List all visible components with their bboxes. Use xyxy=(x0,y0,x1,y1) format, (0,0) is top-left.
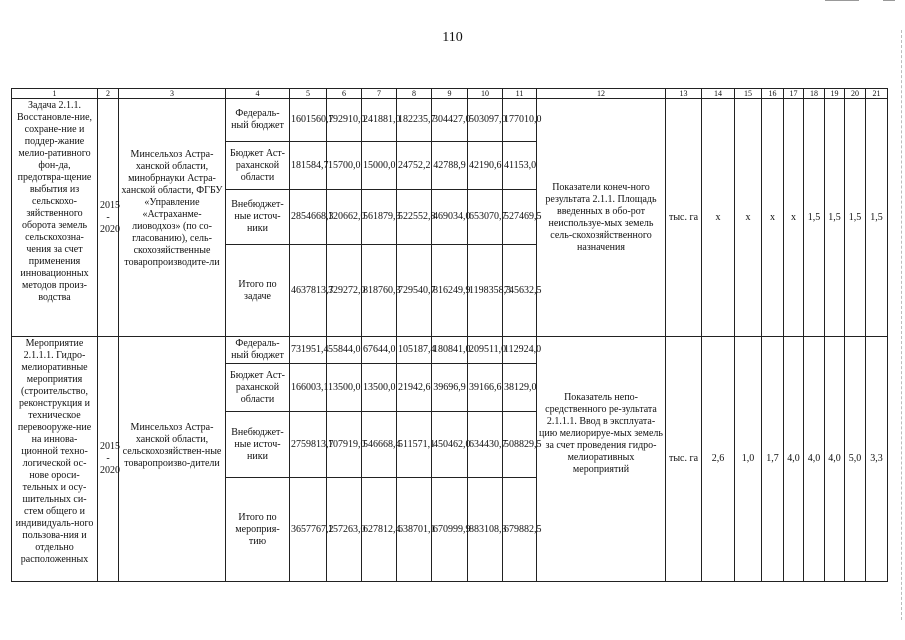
column-number: 21 xyxy=(866,89,888,99)
funding-value: 38129,0 xyxy=(503,364,537,412)
indicator-value: 4,0 xyxy=(825,337,845,582)
funding-source: Бюджет Аст-раханской области xyxy=(226,364,290,412)
funding-value: 166003,1 xyxy=(290,364,327,412)
result-indicator: Показатели конеч-ного результата 2.1.1. Площадь введенных в обо-рот неиспользуе-мых земель сель-скохозяйственного назначения xyxy=(537,99,666,337)
funding-value: 304427,0 xyxy=(432,99,468,142)
funding-value: 107919,0 xyxy=(327,412,362,478)
funding-value: 39166,6 xyxy=(468,364,503,412)
funding-value: 24752,2 xyxy=(397,142,432,190)
year-start: 2015 - 2020 xyxy=(100,441,120,476)
column-number: 14 xyxy=(702,89,735,99)
funding-row xyxy=(12,337,888,364)
funding-source: Итого по мероприя-тию xyxy=(226,478,290,582)
funding-value: 42788,9 xyxy=(432,142,468,190)
indicator-value: 4,0 xyxy=(804,337,825,582)
indicator-value: 1,5 xyxy=(825,99,845,337)
funding-value: 731951,4 xyxy=(290,337,327,364)
funding-value: 653070,7 xyxy=(468,190,503,245)
funding-value: 180841,0 xyxy=(432,337,468,364)
indicator-value: х xyxy=(762,99,784,337)
funding-value: 15000,0 xyxy=(362,142,397,190)
indicator-value: 4,0 xyxy=(784,337,804,582)
funding-value: 561879,3 xyxy=(362,190,397,245)
column-number: 18 xyxy=(804,89,825,99)
executor: Минсельхоз Астра-ханской области, минобрнауки Астра-ханской области, ФГБУ «Управление «Астраханме-лиоводхоз» (по со-гласованию), сель-скохозяйственные товаропроизводите-ли xyxy=(119,99,226,337)
indicator-value: 1,0 xyxy=(735,337,762,582)
funding-value: 816249,9 xyxy=(432,245,468,337)
funding-source: Внебюджет-ные источ-ники xyxy=(226,412,290,478)
column-number: 11 xyxy=(503,89,537,99)
funding-value: 67644,0 xyxy=(362,337,397,364)
funding-value: 883108,3 xyxy=(468,478,503,582)
funding-value: 469034,0 xyxy=(432,190,468,245)
funding-value: 511571,1 xyxy=(397,412,432,478)
program-table xyxy=(11,88,888,582)
funding-source: Внебюджет-ные источ-ники xyxy=(226,190,290,245)
indicator-value: х xyxy=(784,99,804,337)
year-start: 2015 - 2020 xyxy=(100,199,120,235)
indicator-value: 3,3 xyxy=(866,337,888,582)
funding-value: 522552,8 xyxy=(397,190,432,245)
funding-value: 638701,1 xyxy=(397,478,432,582)
column-number: 20 xyxy=(845,89,866,99)
funding-source: Итого по задаче xyxy=(226,245,290,337)
funding-value: 2759813,7 xyxy=(290,412,327,478)
funding-value: 177010,0 xyxy=(503,99,537,142)
indicator-value: х xyxy=(702,99,735,337)
period-years xyxy=(98,337,119,582)
column-number: 9 xyxy=(432,89,468,99)
indicator-value: 1,5 xyxy=(866,99,888,337)
funding-value: 41153,0 xyxy=(503,142,537,190)
funding-source: Бюджет Аст-раханской области xyxy=(226,142,290,190)
result-indicator: Показатель непо-средственного ре-зультата 2.1.1.1. Ввод в эксплуата-цию мелиорируе-мых земель за счет проведения гидро-мелиоративных мероприятий xyxy=(537,337,666,582)
funding-value: 182235,7 xyxy=(397,99,432,142)
indicator-value: 1,7 xyxy=(762,337,784,582)
indicator-value: 1,5 xyxy=(845,99,866,337)
funding-value: 670999,9 xyxy=(432,478,468,582)
funding-value: 3657767,2 xyxy=(290,478,327,582)
column-number: 15 xyxy=(735,89,762,99)
funding-value: 729540,7 xyxy=(397,245,432,337)
funding-value: 627812,4 xyxy=(362,478,397,582)
funding-value: 181584,7 xyxy=(290,142,327,190)
indicator-value: 1,5 xyxy=(804,99,825,337)
unit: тыс. га xyxy=(666,99,702,337)
funding-value: 450462,0 xyxy=(432,412,468,478)
funding-value: 818760,3 xyxy=(362,245,397,337)
page-number: 110 xyxy=(442,30,463,45)
funding-source: Федераль-ный бюджет xyxy=(226,99,290,142)
column-number: 16 xyxy=(762,89,784,99)
funding-value: 13500,0 xyxy=(327,364,362,412)
funding-value: 105187,4 xyxy=(397,337,432,364)
funding-value: 527469,5 xyxy=(503,190,537,245)
funding-value: 508829,5 xyxy=(503,412,537,478)
funding-value: 1198358,3 xyxy=(468,245,503,337)
funding-value: 13500,0 xyxy=(362,364,397,412)
task-title: Задача 2.1.1. Восстановле-ние, сохране-ние и поддер-жание мелио-ративного фон-да, предотвра-щение выбытия из сельскохо-зяйственного оборота земель сельскохозна-чения за счет применения инновационных методов произ-водства xyxy=(12,99,98,337)
column-number: 3 xyxy=(119,89,226,99)
funding-value: 546668,4 xyxy=(362,412,397,478)
column-number: 7 xyxy=(362,89,397,99)
column-number: 17 xyxy=(784,89,804,99)
indicator-value: х xyxy=(735,99,762,337)
scan-artifact xyxy=(825,0,859,1)
column-number: 5 xyxy=(290,89,327,99)
funding-value: 503097,0 xyxy=(468,99,503,142)
column-number: 10 xyxy=(468,89,503,99)
funding-value: 241881,0 xyxy=(362,99,397,142)
funding-value: 4637813,7 xyxy=(290,245,327,337)
funding-value: 2854668,3 xyxy=(290,190,327,245)
column-number-row xyxy=(12,89,888,99)
column-number: 1 xyxy=(12,89,98,99)
column-number: 13 xyxy=(666,89,702,99)
funding-value: 21942,6 xyxy=(397,364,432,412)
funding-value: 192910,0 xyxy=(327,99,362,142)
funding-value: 1601560,7 xyxy=(290,99,327,142)
funding-value: 42190,6 xyxy=(468,142,503,190)
funding-source: Федераль-ный бюджет xyxy=(226,337,290,364)
funding-value: 209511,0 xyxy=(468,337,503,364)
funding-value: 39696,9 xyxy=(432,364,468,412)
executor: Минсельхоз Астра-ханской области, сельскохозяйствен-ные товаропроизво-дители xyxy=(119,337,226,582)
funding-value: 120662,0 xyxy=(327,190,362,245)
indicator-value: 2,6 xyxy=(702,337,735,582)
indicator-value: 5,0 xyxy=(845,337,866,582)
activity-title: Мероприятие 2.1.1.1. Гидро-мелиоративные мероприятия (строительство, реконструкция и техническое перевооруже-ние на иннова-ционной техно-логической ос-нове ороси-тельных и осу-шительных си-стем общего и индивидуаль-ного пользова-ния и отдельно расположенных xyxy=(12,337,98,582)
unit: тыс. га xyxy=(666,337,702,582)
column-number: 12 xyxy=(537,89,666,99)
column-number: 2 xyxy=(98,89,119,99)
funding-row xyxy=(12,99,888,142)
scan-edge-artifact xyxy=(901,30,902,620)
column-number: 19 xyxy=(825,89,845,99)
column-number: 6 xyxy=(327,89,362,99)
column-number: 4 xyxy=(226,89,290,99)
scan-artifact xyxy=(883,0,895,1)
funding-value: 55844,0 xyxy=(327,337,362,364)
column-number: 8 xyxy=(397,89,432,99)
funding-value: 745632,5 xyxy=(503,245,537,337)
funding-value: 15700,0 xyxy=(327,142,362,190)
funding-value: 329272,0 xyxy=(327,245,362,337)
funding-value: 157263,0 xyxy=(327,478,362,582)
funding-value: 634430,7 xyxy=(468,412,503,478)
funding-value: 679882,5 xyxy=(503,478,537,582)
period-years xyxy=(98,99,119,337)
funding-value: 112924,0 xyxy=(503,337,537,364)
